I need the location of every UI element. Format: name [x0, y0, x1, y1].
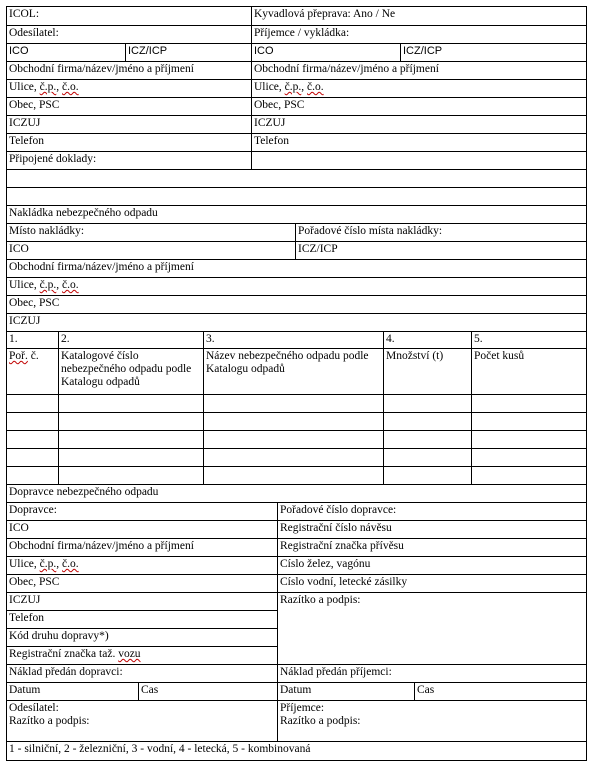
table-cell: [383, 448, 472, 467]
table-cell: [6, 466, 59, 485]
loading-obec-field: [6, 295, 587, 314]
naklad-predan-dopravci-field: [6, 664, 278, 683]
loading-ico-label: ICO: [9, 243, 29, 255]
loading-title: [6, 205, 587, 224]
registracni-znacka-vozu-word: vozu: [118, 648, 141, 660]
table-cell: [471, 448, 587, 467]
dopravci-cas-label: Cas: [141, 684, 159, 696]
table-cell: [203, 394, 384, 413]
sender-iczuj-field: [6, 115, 252, 134]
dopravce-label: Dopravce:: [9, 504, 57, 516]
sender-firma-label: Obchodní firma/název/jméno a příjmení: [9, 63, 194, 75]
recipient-ulice-cp: č.p.: [284, 81, 302, 93]
carrier-ulice-field: [6, 556, 278, 575]
naklad-predan-prijemci-label: Náklad předán příjemci:: [280, 666, 392, 678]
sender-firma-field: [6, 61, 252, 80]
header-poradi-label: č.: [27, 350, 39, 362]
kyvadlova-label: Kyvadlová přeprava: Ano / Ne: [254, 8, 396, 20]
prijemce-razitko-label: Razítko a podpis:: [280, 715, 361, 727]
sender-obec-field: [6, 97, 252, 116]
header-katalogove-cislo: [58, 348, 204, 395]
recipient-firma-label: Obchodní firma/název/jméno a příjmení: [254, 63, 439, 75]
sender-ulice-label: Ulice,: [9, 81, 40, 93]
table-cell: [383, 394, 472, 413]
table-cell: [203, 430, 384, 449]
carrier-obec-label: Obec, PSC: [9, 576, 60, 588]
col-number-3-label: 3.: [206, 333, 215, 345]
header-poradi-abbr: Poř.: [9, 350, 28, 362]
dopravci-cas-field: [138, 682, 278, 701]
sender-ulice-co: č.o.: [62, 81, 79, 93]
sender-ico-label: ICO: [9, 45, 29, 57]
kod-druhu-dopravy-label: Kód druhu dopravy*): [9, 630, 109, 642]
prijemci-cas-label: Cas: [417, 684, 435, 696]
recipient-title-label: Příjemce / vykládka:: [254, 27, 350, 39]
prijemci-cas-field: [414, 682, 587, 701]
table-cell: [383, 412, 472, 431]
col-number-5: [471, 331, 587, 349]
recipient-ulice-field: [251, 79, 587, 98]
col-number-1-label: 1.: [9, 333, 18, 345]
sender-iczuj-label: ICZUJ: [9, 117, 41, 129]
recipient-ulice-co: č.o.: [307, 81, 324, 93]
carrier-obec-field: [6, 574, 278, 593]
carrier-title-label: Dopravce nebezpečného odpadu: [9, 486, 159, 498]
footnote-label: 1 - silniční, 2 - železniční, 3 - vodní, 4 - letecká, 5 - kombinovaná: [9, 743, 311, 755]
registracni-znacka-privesu-label: Registrační značka přívěsu: [280, 540, 404, 552]
sender-telefon-field: [6, 133, 252, 152]
table-cell: [203, 466, 384, 485]
recipient-telefon-field: [251, 133, 587, 152]
recipient-firma-field: [251, 61, 587, 80]
loading-iczuj-field: [6, 313, 587, 332]
carrier-iczuj-label: ICZUJ: [9, 594, 41, 606]
recipient-telefon-label: Telefon: [254, 135, 289, 147]
pripojene-doklady-field: [6, 151, 252, 170]
table-cell: [58, 466, 204, 485]
carrier-ulice-cp: č.p.: [39, 558, 57, 570]
footnote: [6, 741, 587, 761]
registracni-cislo-navesu-field: [277, 520, 587, 539]
poradove-cislo-dopravce-field: [277, 502, 587, 521]
cislo-vodni-zasilky-label: Císlo vodní, letecké zásilky: [280, 576, 408, 588]
loading-ulice-sep: ,: [56, 279, 63, 291]
col-number-2-label: 2.: [61, 333, 70, 345]
icol-field: [6, 6, 252, 26]
carrier-ulice-co: č.o.: [62, 558, 79, 570]
table-cell: [6, 412, 59, 431]
prijemce-label: Příjemce:: [280, 702, 325, 714]
blank-row: [6, 169, 587, 188]
sender-iczicp-field: [125, 43, 252, 62]
naklad-predan-prijemci-field: [277, 664, 587, 683]
table-cell: [471, 466, 587, 485]
registracni-znacka-vozu-label: Registrační značka taž.: [9, 648, 119, 660]
misto-nakladky-field: [6, 223, 296, 242]
carrier-telefon-label: Telefon: [9, 612, 44, 624]
col-number-5-label: 5.: [474, 333, 483, 345]
table-cell: [58, 394, 204, 413]
registracni-znacka-privesu-field: [277, 538, 587, 557]
table-cell: [471, 394, 587, 413]
carrier-title: [6, 484, 587, 503]
table-cell: [471, 430, 587, 449]
sender-title-label: Odesílatel:: [9, 27, 59, 39]
misto-nakladky-label: Místo nakládky:: [9, 225, 85, 237]
naklad-predan-dopravci-label: Náklad předán dopravci:: [9, 666, 123, 678]
prijemci-datum-label: Datum: [280, 684, 312, 696]
table-cell: [6, 430, 59, 449]
sender-ulice-sep: ,: [56, 81, 63, 93]
sender-title: [6, 25, 252, 44]
cislo-zelez-vagonu-field: [277, 556, 587, 575]
sender-iczicp-label: ICZ/ICP: [128, 45, 168, 57]
recipient-iczuj-label: ICZUJ: [254, 117, 286, 129]
odesilatel-label: Odesílatel:: [9, 702, 59, 714]
table-cell: [58, 448, 204, 467]
sender-ulice-field: [6, 79, 252, 98]
recipient-obec-field: [251, 97, 587, 116]
header-pocet-kusu: [471, 348, 587, 395]
recipient-ico-field: [251, 43, 401, 62]
table-cell: [6, 448, 59, 467]
carrier-ico-label: ICO: [9, 522, 29, 534]
table-cell: [6, 394, 59, 413]
recipient-obec-label: Obec, PSC: [254, 99, 305, 111]
prijemci-datum-field: [277, 682, 415, 701]
poradove-cislo-nakladky-label: Pořadové číslo místa nakládky:: [298, 225, 443, 237]
loading-iczicp-label: ICZ/ICP: [298, 243, 338, 255]
table-cell: [383, 430, 472, 449]
header-mnozstvi-label: Množství (t): [386, 350, 444, 362]
table-cell: [58, 412, 204, 431]
loading-firma-field: [6, 259, 587, 278]
recipient-title: [251, 25, 587, 44]
loading-iczicp-field: [295, 241, 587, 260]
carrier-ulice-label: Ulice,: [9, 558, 40, 570]
header-poradi: [6, 348, 59, 395]
dopravci-datum-label: Datum: [9, 684, 41, 696]
table-cell: [471, 412, 587, 431]
poradove-cislo-nakladky-field: [295, 223, 587, 242]
table-cell: [383, 466, 472, 485]
odesilatel-razitko-label: Razítko a podpis:: [9, 715, 90, 727]
poradove-cislo-dopravce-label: Pořadové číslo dopravce:: [280, 504, 397, 516]
blank-row: [6, 187, 587, 206]
header-mnozstvi: [383, 348, 472, 395]
col-number-4-label: 4.: [386, 333, 395, 345]
odesilatel-signature-box: [6, 700, 278, 742]
loading-title-label: Nakládka nebezpečného odpadu: [9, 207, 158, 219]
kod-druhu-dopravy-field: [6, 628, 278, 647]
pripojene-doklady-value: [251, 151, 587, 170]
loading-obec-label: Obec, PSC: [9, 297, 60, 309]
carrier-firma-field: [6, 538, 278, 557]
recipient-ulice-sep: ,: [301, 81, 308, 93]
carrier-firma-label: Obchodní firma/název/jméno a příjmení: [9, 540, 194, 552]
recipient-iczuj-field: [251, 115, 587, 134]
header-nazev-odpadu-label: Název nebezpečného odpadu podle Katalogu odpadů: [206, 350, 369, 375]
recipient-ico-label: ICO: [254, 45, 274, 57]
dopravci-datum-field: [6, 682, 139, 701]
recipient-ulice-label: Ulice,: [254, 81, 285, 93]
dopravce-field: [6, 502, 278, 521]
col-number-1: [6, 331, 59, 349]
loading-iczuj-label: ICZUJ: [9, 315, 41, 327]
sender-telefon-label: Telefon: [9, 135, 44, 147]
loading-firma-label: Obchodní firma/název/jméno a příjmení: [9, 261, 194, 273]
registracni-cislo-navesu-label: Registrační číslo návěsu: [280, 522, 392, 534]
cislo-zelez-vagonu-label: Císlo želez, vagónu: [280, 558, 371, 570]
carrier-telefon-field: [6, 610, 278, 629]
kyvadlova-prepava-field: [251, 6, 587, 26]
col-number-3: [203, 331, 384, 349]
recipient-iczicp-label: ICZ/ICP: [403, 45, 443, 57]
carrier-razitko-field: [277, 592, 587, 665]
carrier-razitko-label: Razítko a podpis:: [280, 594, 361, 606]
loading-ulice-field: [6, 277, 587, 296]
pripojene-doklady-label: Připojené doklady:: [9, 153, 97, 165]
cislo-vodni-zasilky-field: [277, 574, 587, 593]
recipient-iczicp-field: [400, 43, 587, 62]
carrier-ulice-sep: ,: [56, 558, 63, 570]
loading-ico-field: [6, 241, 296, 260]
sender-ulice-cp: č.p.: [39, 81, 57, 93]
table-cell: [203, 448, 384, 467]
header-katalogove-cislo-label: Katalogové číslo nebezpečného odpadu podle Katalogu odpadů: [61, 350, 192, 388]
carrier-iczuj-field: [6, 592, 278, 611]
registracni-znacka-vozu-field: [6, 646, 278, 665]
col-number-4: [383, 331, 472, 349]
loading-ulice-cp: č.p.: [39, 279, 57, 291]
table-cell: [58, 430, 204, 449]
header-pocet-kusu-label: Počet kusů: [474, 350, 525, 362]
table-cell: [203, 412, 384, 431]
header-nazev-odpadu: [203, 348, 384, 395]
loading-ulice-label: Ulice,: [9, 279, 40, 291]
sender-ico-field: [6, 43, 126, 62]
prijemce-signature-box: [277, 700, 587, 742]
sender-obec-label: Obec, PSC: [9, 99, 60, 111]
carrier-ico-field: [6, 520, 278, 539]
icol-label: ICOL:: [9, 8, 40, 20]
loading-ulice-co: č.o.: [62, 279, 79, 291]
col-number-2: [58, 331, 204, 349]
